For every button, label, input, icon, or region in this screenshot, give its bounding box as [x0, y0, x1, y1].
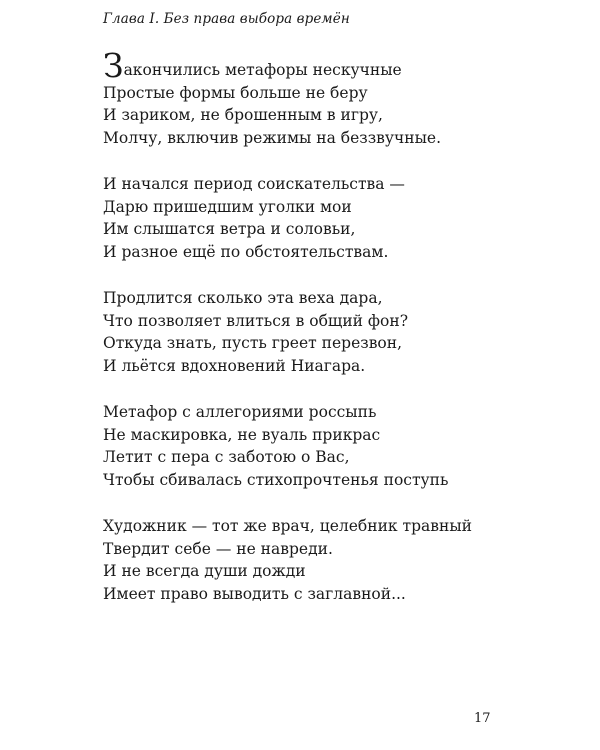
poem-line: И зариком, не брошенным в игру,: [103, 106, 383, 124]
stanza-1: [103, 46, 573, 149]
stanza-5: [103, 515, 573, 605]
poem-line: Метафор с аллегориями россыпь: [103, 403, 377, 421]
running-header: Глава I. Без права выбора времён: [103, 11, 350, 27]
first-line-text: акончились метафоры нескучные: [123, 61, 402, 79]
poem-line: Не маскировка, не вуаль прикрас: [103, 425, 381, 444]
poem-line: Что позволяет влиться в общий фон?: [103, 311, 409, 330]
poem-line: Твердит себе — не навреди.: [103, 539, 333, 558]
poem-line: Имеет право выводить с заглавной...: [103, 584, 406, 603]
poem-line: Им слышатся ветра и соловьи,: [103, 220, 356, 238]
poem-line: Молчу, включив режимы на беззвучные.: [103, 128, 442, 147]
poem-line: Продлится сколько эта веха дара,: [103, 289, 383, 307]
stanza-4: [103, 401, 573, 491]
poem: [103, 46, 573, 629]
poem-line: Дарю пришедшим уголки мои: [103, 197, 352, 216]
drop-cap-letter: З: [103, 46, 124, 85]
poem-line: И разное ещё по обстоятельствам.: [103, 242, 389, 261]
poem-line: Чтобы сбивалась стихопрочтенья поступь: [103, 470, 449, 489]
stanza-2: [103, 173, 573, 263]
poem-line: Летит с пера с заботою о Вас,: [103, 448, 350, 466]
stanza-3: [103, 287, 573, 377]
poem-line: Художник — тот же врач, целебник травный: [103, 517, 472, 535]
poem-line-first: [103, 46, 573, 85]
poem-line: Простые формы больше не беру: [103, 83, 368, 102]
poem-line: И начался период соискательства —: [103, 175, 405, 193]
poem-line: И не всегда души дожди: [103, 562, 306, 580]
poem-line: И льётся вдохновений Ниагара.: [103, 356, 366, 375]
poem-line: Откуда знать, пусть греет перезвон,: [103, 334, 403, 352]
page-number: 17: [474, 711, 491, 726]
